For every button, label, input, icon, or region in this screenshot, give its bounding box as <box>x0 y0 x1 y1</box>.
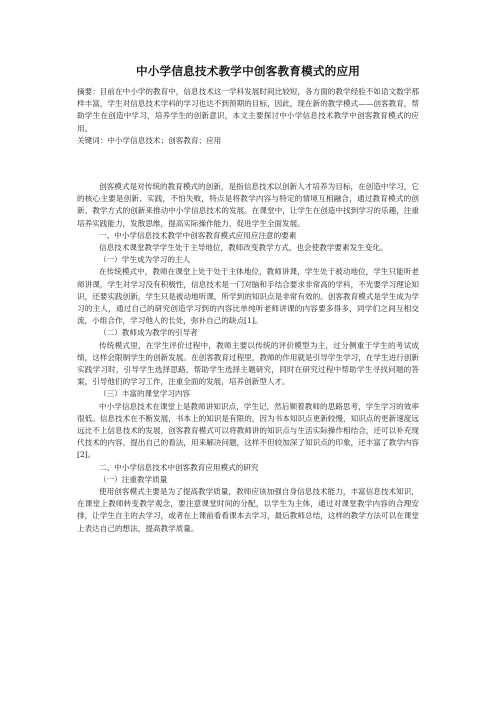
subsection-1-2-paragraph: 传统模式里，在学生评价过程中，教师主要以传统的评价模型为主，过分侧重于学生的考试成绩，这样会限制学生的创新发展。在创客教育过程里，教师的作用就是引导学生学习，在学生进行创新实践学习时，引导学生选择思路，帮助学生选择主题研究，同时在研究过程中帮助学生寻找问题的答案，引导他们的学习工作，注重全面的发展，培养创新型人才。 <box>77 340 419 387</box>
abstract-text: 摘要：目前在中小学的教育中，信息技术这一学科发展时间比较短，各方面的教学经验不如语文数学那样丰富，学生对信息技术学科的学习也达不到预期的目标，因此，现在新的教学模式——创客教育，帮助学生在创造中学习，培养学生的创新意识，本文主要探讨中小学信息技术教学中创客教育模式的应用。 <box>77 87 419 133</box>
section2-heading: 二、中小学信息技术中创客教育应用模式的研究 <box>99 462 259 472</box>
subsection-2-1-heading: （一）注重教学质量 <box>99 474 168 484</box>
keywords-line: 关键词：中小学信息技术；创客教育；应用 <box>77 135 222 145</box>
section1-heading: 一、中小学信息技术教学中创客教育模式应用应注意的要素 <box>99 230 297 240</box>
intro-paragraph: 创客模式是对传统的教育模式的创新，是指信息技术以创新人才培养为目标，在创造中学习，它的核心主要是创新、实践，不怕失败，特点是将教学内容与特定的情境互相融合，通过教育模式的创新、教学方式的创新来推动中小学信息技术的发展。在课堂中，让学生在创造中找到学习的乐趣，注重培养实践能力，发散思维，提高实际操作能力，促进学生全面发展。 <box>77 182 419 228</box>
abstract-block <box>77 86 419 147</box>
body-block <box>77 181 419 535</box>
subsection-1-1-heading: （一）学生成为学习的主人 <box>99 255 191 265</box>
document-title: 中小学信息技术教学中创客教育模式的应用 <box>135 64 361 78</box>
subsection-1-3-heading: （三）丰富的课堂学习内容 <box>99 389 191 399</box>
subsection-1-1-paragraph: 在传统模式中，教师在课堂上处于处于主体地位，教师讲课，学生处于被动地位，学生只能听老师讲课，学生对学习没有积极性，信息技术是一门对脑和手结合要求非常高的学科，不光要学习理论知识，还要实践创新，学生只是被动地听课，所学到的知识点是非常有效的。创客教育模式是学生成为学习的主人，通过自己的研究创造学习到的内容比单纯听老师讲课的内容要多得多，同学们之间互相交流，小组合作，学习他人的长处，弥补自己的缺点[1]。 <box>77 267 419 326</box>
subsection-1-3-paragraph: 中小学信息技术在课堂上是教师讲知识点，学生记，然后顺着教师的思路思考，学生学习的效率很低。信息技术在不断发展，书本上的知识是有限的，因为书本知识点更新较慢，知识点的更新速度远远比不上信息技术的发展，创客教育模式可以将教师讲的知识点与生活实际操作相结合，还可以补充现代技术的内容，提出自己的看法，用来解决问题，这样不但较加深了知识点的印象，还丰富了教学内容[2]。 <box>77 401 419 460</box>
subsection-2-1-paragraph: 使用创客模式主要是为了提高教学质量，教师应该加强自身信息技术能力，丰富信息技术知识，在课堂上教师转变教学观念，要注意课堂时间的分配，以学生为主体，通过对课堂教学内容的合理安排，让学生自主的去学习，或者在上课前看看课本去学习，最后教师总结，这样的教学方法可以在课堂上表达自己的想法，提高教学质量。 <box>77 487 419 533</box>
subsection-1-2-heading: （二）教师成为教学的引导者 <box>99 328 198 338</box>
section1-intro-paragraph: 信息技术课堂教学学生处于主导地位，教师改变教学方式，也会使教学要素发生变化。 <box>99 243 388 253</box>
